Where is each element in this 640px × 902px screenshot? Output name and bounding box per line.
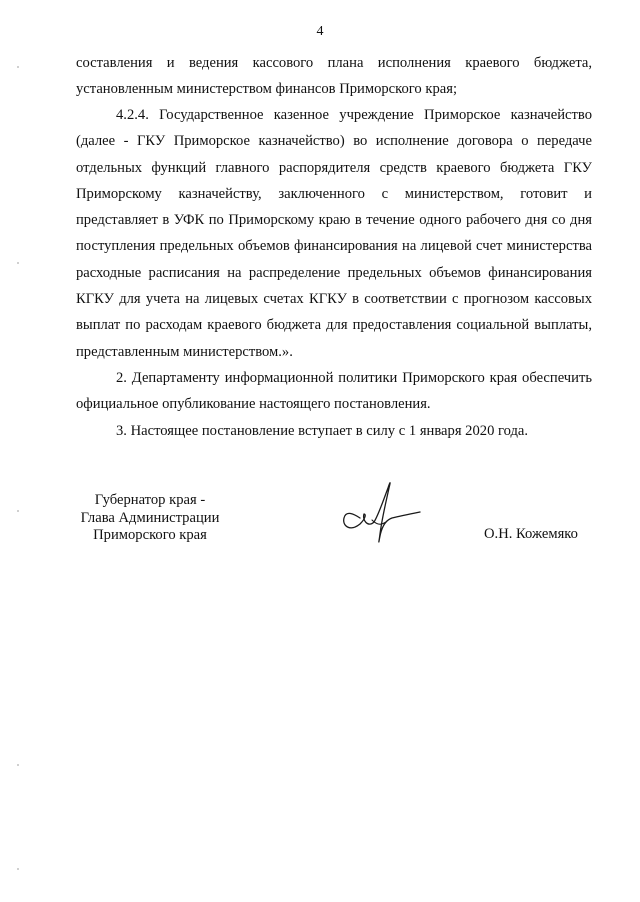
page-number: 4	[316, 24, 324, 39]
signatory-title-line: Губернатор края -	[94, 492, 206, 508]
paragraph-continuation: составления и ведения кассового плана исполнения краевого бюджета, установленным министерством финансов Приморского края;	[76, 55, 592, 98]
paragraph-item-3: 3. Настоящее постановление вступает в силу с 1 января 2020 года.	[116, 423, 529, 439]
signatory-title-line: Глава Администрации	[80, 509, 220, 526]
signatory-title-line: Приморского края	[93, 527, 207, 543]
handwritten-signature	[336, 474, 426, 554]
paragraph-clause-4-2-4: 4.2.4. Государственное казенное учреждение Приморское казначейство (далее - ГКУ Приморское казначейство) во исполнение договора о передаче отдельных функций главного распорядителя средств краевого бюджета ГКУ Приморскому казначейству, заключенного с министерством, готовит и представляет в УФК по Приморскому краю в течение одного рабочего дня со дня поступления предельных объемов финансирования на лицевой счет министерства расходные расписания на распределение предельных объемов финансирования КГКУ для учета на лицевых счетах КГКУ в соответствии с прогнозом кассовых выплат по расходам краевого бюджета для предоставления социальной выплаты, представленным министерством.».	[76, 107, 592, 360]
signatory-title	[70, 492, 230, 545]
paragraph-item-2: 2. Департаменту информационной политики Приморского края обеспечить официальное опубликование настоящего постановления.	[76, 370, 592, 413]
signer-name: О.Н. Кожемяко	[484, 526, 578, 542]
